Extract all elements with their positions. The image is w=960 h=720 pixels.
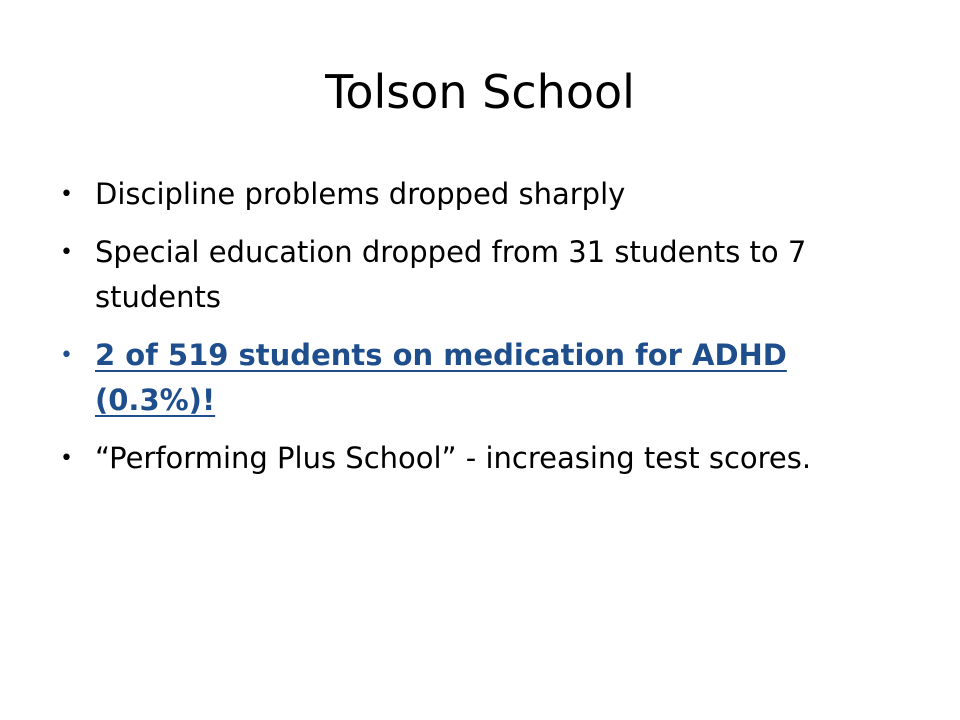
- bullet-icon: •: [60, 240, 73, 265]
- bullet-list: [60, 172, 860, 494]
- bullet-icon: •: [60, 182, 73, 207]
- bullet-text: Special education dropped from 31 students to 7 students: [95, 235, 807, 314]
- bullet-item-special-education: [60, 230, 860, 320]
- bullet-icon: •: [60, 343, 73, 368]
- bullet-item-performing-plus: [60, 436, 860, 481]
- bullet-text: “Performing Plus School” - increasing test scores.: [95, 441, 812, 475]
- bullet-text: Discipline problems dropped sharply: [95, 177, 626, 211]
- bullet-item-adhd-medication[interactable]: [60, 333, 860, 423]
- slide-title: Tolson School: [325, 65, 635, 119]
- bullet-link-text[interactable]: 2 of 519 students on medication for ADHD (0.3%)!: [95, 338, 787, 417]
- bullet-item-discipline: [60, 172, 860, 217]
- bullet-icon: •: [60, 446, 73, 471]
